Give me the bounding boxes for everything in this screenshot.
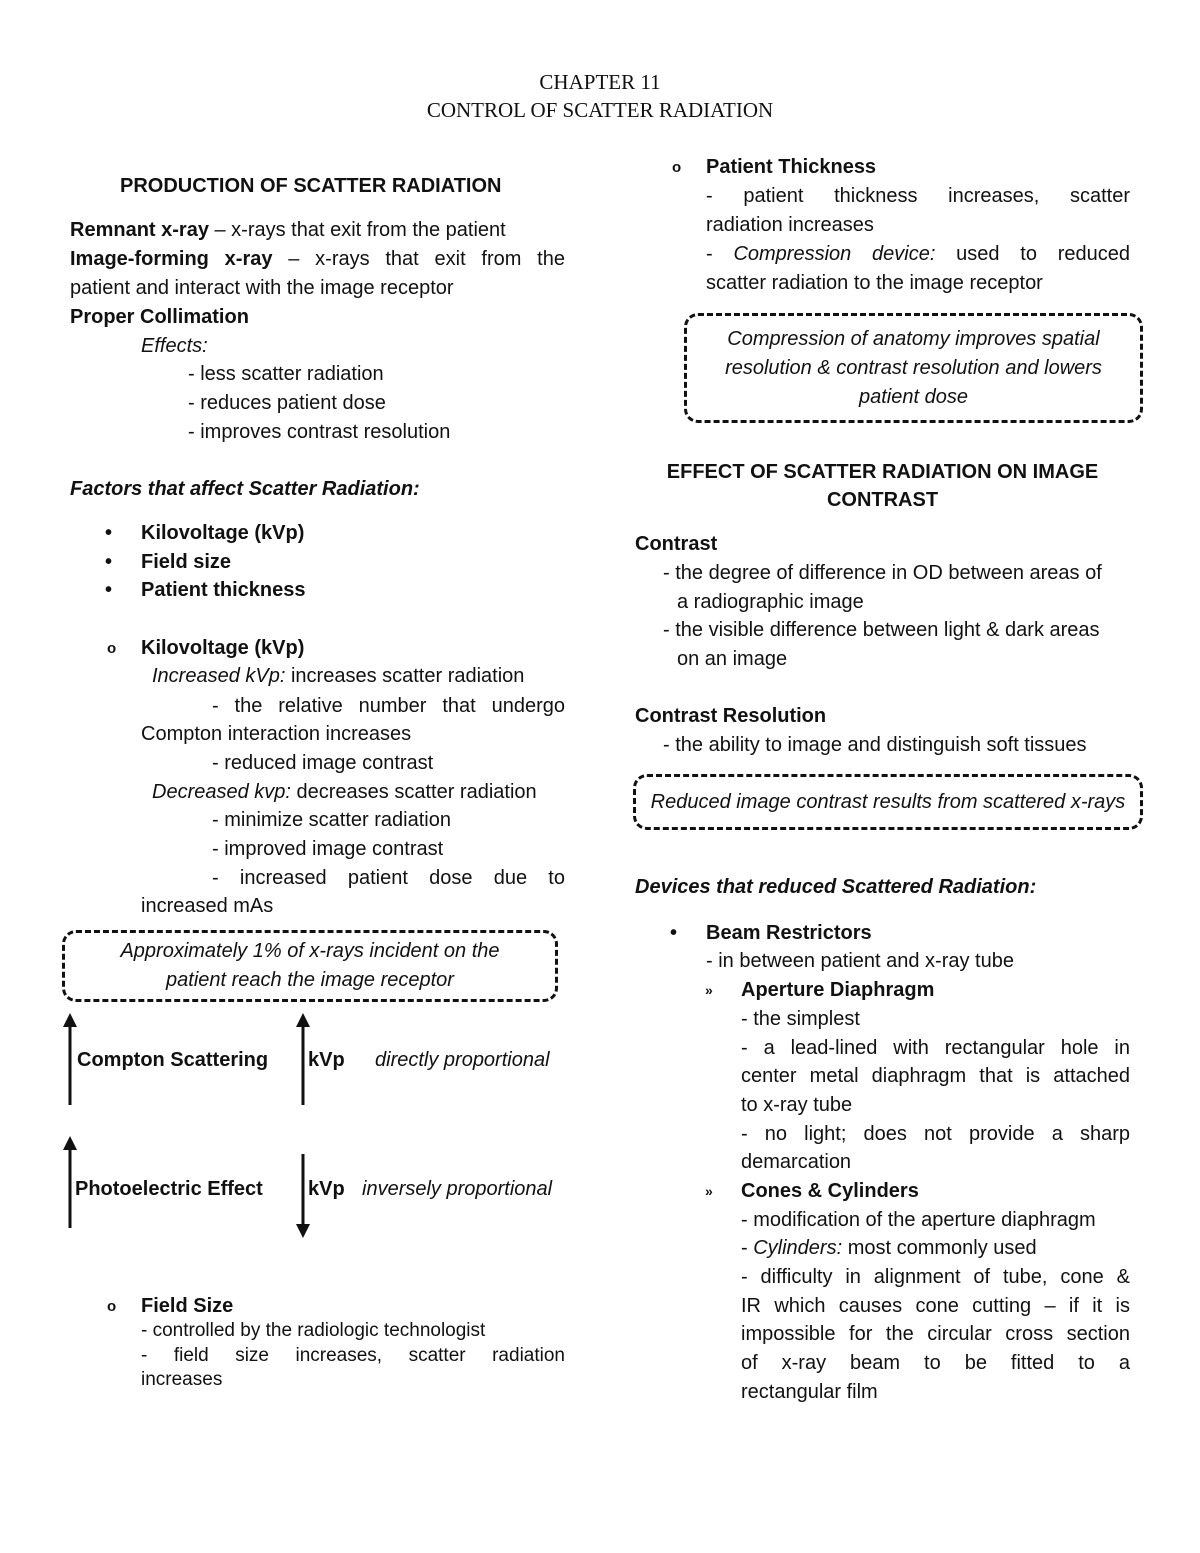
kvp-decreased bbox=[152, 778, 537, 807]
cones-title: » Cones & Cylinders bbox=[741, 1177, 919, 1206]
kvp-dec-line1: - minimize scatter radiation bbox=[212, 809, 451, 831]
kvp-dec-label: Decreased kvp: bbox=[152, 781, 291, 803]
compton-relation: directly proportional bbox=[375, 1049, 550, 1071]
photo-kvp: kVp bbox=[308, 1178, 345, 1200]
field-size-title: o Field Size bbox=[141, 1292, 233, 1321]
callout-one-percent bbox=[62, 930, 558, 1002]
contrast-title: Contrast bbox=[635, 533, 718, 555]
compton-label: Compton Scattering bbox=[77, 1049, 269, 1071]
kvp-inc-line1: - the relative number that undergo bbox=[212, 695, 565, 717]
image-forming-def: – x-rays that exit from the bbox=[272, 248, 565, 270]
cones-cylinders-text: most commonly used bbox=[842, 1237, 1037, 1259]
effects-label: Effects: bbox=[141, 335, 208, 357]
contrast-res-line1: - the ability to image and distinguish soft tissues bbox=[663, 734, 1087, 756]
factor-item: • Patient thickness bbox=[141, 576, 306, 605]
photo-label: Photoelectric Effect bbox=[75, 1178, 263, 1200]
compression-label: Compression device: bbox=[733, 243, 936, 265]
field-line2: - field size increases, scatter radiation bbox=[141, 1345, 565, 1366]
callout-compression bbox=[684, 313, 1143, 423]
contrast-line2: - the visible difference between light & dark areas bbox=[663, 619, 1100, 641]
contrast-line1: - the degree of difference in OD between areas of bbox=[663, 562, 1102, 584]
section-title-production: PRODUCTION OF SCATTER RADIATION bbox=[120, 175, 502, 197]
kvp-title: o Kilovoltage (kVp) bbox=[141, 634, 304, 663]
cones-line2: - Cylinders: most commonly used bbox=[741, 1237, 1037, 1259]
cones-cylinders-label: Cylinders: bbox=[753, 1237, 843, 1259]
image-forming-def-line1 bbox=[70, 245, 565, 274]
kvp-inc-label: Increased kVp: bbox=[152, 665, 286, 687]
aperture-line3b: demarcation bbox=[741, 1151, 852, 1173]
remnant-def: – x-rays that exit from the patient bbox=[208, 219, 506, 241]
kvp-inc-line1b: Compton interaction increases bbox=[141, 723, 412, 745]
chapter-number: CHAPTER 11 bbox=[539, 70, 661, 94]
chapter-title: CONTROL OF SCATTER RADIATION bbox=[426, 98, 774, 122]
section-title-effect-b: CONTRAST bbox=[826, 489, 939, 511]
compression-line: - Compression device: used to reduced bbox=[706, 243, 1131, 265]
cones-line1: - modification of the aperture diaphragm bbox=[741, 1209, 1096, 1231]
remnant-xray-def bbox=[70, 216, 506, 245]
effect-item: - less scatter radiation bbox=[188, 363, 384, 385]
contrast-res-title: Contrast Resolution bbox=[635, 705, 827, 727]
patient-thickness-title: o Patient Thickness bbox=[706, 153, 876, 182]
cones-line3c: impossible for the circular cross section bbox=[741, 1323, 1130, 1345]
aperture-line1: - the simplest bbox=[741, 1008, 860, 1030]
callout-reduced-contrast bbox=[633, 774, 1143, 830]
field-line1: - controlled by the radiologic technologist bbox=[141, 1320, 486, 1341]
kvp-inc-text: increases scatter radiation bbox=[285, 665, 525, 687]
compton-up-arrow bbox=[62, 1013, 78, 1107]
contrast-line2b: on an image bbox=[677, 648, 788, 670]
thickness-line1b: radiation increases bbox=[706, 214, 874, 236]
aperture-title: » Aperture Diaphragm bbox=[741, 976, 934, 1005]
contrast-line1b: a radiographic image bbox=[677, 591, 864, 613]
effect-item: - reduces patient dose bbox=[188, 392, 386, 414]
beam-line1: - in between patient and x-ray tube bbox=[706, 950, 1014, 972]
section-title-effect: EFFECT OF SCATTER RADIATION ON IMAGE bbox=[666, 461, 1099, 483]
compton-kvp: kVp bbox=[308, 1049, 345, 1071]
thickness-line1: - patient thickness increases, scatter bbox=[706, 185, 1130, 207]
factors-title: Factors that affect Scatter Radiation: bbox=[70, 478, 420, 500]
photo-relation: inversely proportional bbox=[362, 1178, 553, 1200]
collimation-title: Proper Collimation bbox=[70, 306, 249, 328]
aperture-line2: - a lead-lined with rectangular hole in bbox=[741, 1037, 1130, 1059]
devices-title: Devices that reduced Scattered Radiation: bbox=[635, 876, 1037, 898]
effect-item: - improves contrast resolution bbox=[188, 421, 451, 443]
kvp-dec-line3b: increased mAs bbox=[141, 895, 274, 917]
kvp-dec-line3: - increased patient dose due to bbox=[212, 867, 565, 889]
factor-item: • Field size bbox=[141, 548, 231, 577]
kvp-increased bbox=[152, 662, 524, 691]
cones-line3: - difficulty in alignment of tube, cone & bbox=[741, 1266, 1130, 1288]
cones-line3e: rectangular film bbox=[741, 1381, 878, 1403]
callout-compression-text: Compression of anatomy improves spatial resolution & contrast resolution and lowers patient dose bbox=[725, 327, 1102, 408]
cones-line3d: of x-ray beam to be fitted to a bbox=[741, 1352, 1130, 1374]
compression-line-b: scatter radiation to the image receptor bbox=[706, 272, 1043, 294]
kvp-dec-line2: - improved image contrast bbox=[212, 838, 444, 860]
aperture-line3: - no light; does not provide a sharp bbox=[741, 1123, 1130, 1145]
kvp-inc-line2: - reduced image contrast bbox=[212, 752, 434, 774]
remnant-term: Remnant x-ray bbox=[70, 219, 209, 241]
callout-one-percent-text: Approximately 1% of x-rays incident on the patient reach the image receptor bbox=[120, 940, 500, 991]
aperture-line2b: center metal diaphragm that is attached bbox=[741, 1065, 1130, 1087]
cones-line3b: IR which causes cone cutting – if it is bbox=[741, 1295, 1130, 1317]
beam-restrictors-title: • Beam Restrictors bbox=[706, 919, 872, 948]
compression-text: used to reduced bbox=[935, 243, 1131, 265]
field-line2b: increases bbox=[141, 1369, 223, 1390]
aperture-line2c: to x-ray tube bbox=[741, 1094, 853, 1116]
callout-reduced-contrast-text: Reduced image contrast results from scattered x-rays bbox=[650, 790, 1126, 813]
factor-item: • Kilovoltage (kVp) bbox=[141, 519, 304, 548]
image-forming-def-line2: patient and interact with the image receptor bbox=[70, 277, 454, 299]
kvp-dec-text: decreases scatter radiation bbox=[290, 781, 537, 803]
image-forming-term: Image-forming x-ray bbox=[70, 248, 273, 270]
